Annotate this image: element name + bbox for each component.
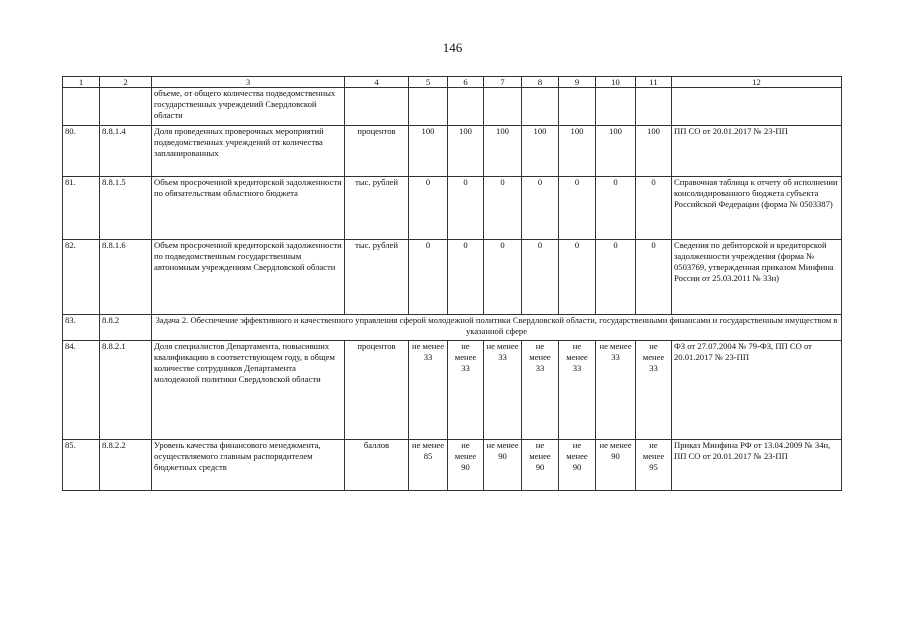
value-cell: 0 bbox=[596, 177, 636, 240]
task-heading: Задача 2. Обеспечение эффективного и качественного управления сферой молодежной политики Свердловской области, государственными финансами и государственным имуществом в указанной сфере bbox=[152, 315, 842, 341]
value-cell: 100 bbox=[559, 126, 596, 177]
value-cell: 0 bbox=[522, 240, 559, 315]
value-cell: не менее 90 bbox=[559, 440, 596, 491]
value-cell: не менее 33 bbox=[448, 341, 484, 440]
unit-cell: тыс. рублей bbox=[345, 240, 409, 315]
value-cell: не менее 85 bbox=[409, 440, 448, 491]
value-cell: не менее 33 bbox=[596, 341, 636, 440]
indicator-cell: Объем просроченной кредиторской задолженности по обязательствам областного бюджета bbox=[152, 177, 345, 240]
value-cell: 100 bbox=[484, 126, 522, 177]
unit-cell: тыс. рублей bbox=[345, 177, 409, 240]
value-cell: 100 bbox=[409, 126, 448, 177]
source-cell: Справочная таблица к отчету об исполнении консолидированного бюджета субъекта Российской Федерации (форма № 0503387) bbox=[672, 177, 842, 240]
value-cell: 0 bbox=[448, 240, 484, 315]
value-cell: 0 bbox=[522, 177, 559, 240]
indicator-cell: объеме, от общего количества подведомственных государственных учреждений Свердловской области bbox=[152, 88, 345, 126]
column-number: 3 bbox=[152, 77, 345, 88]
row-code: 8.8.1.5 bbox=[100, 177, 152, 240]
column-number: 7 bbox=[484, 77, 522, 88]
column-number-row bbox=[63, 77, 842, 88]
value-cell: не менее 33 bbox=[409, 341, 448, 440]
value-cell: 0 bbox=[448, 177, 484, 240]
value-cell: не менее 33 bbox=[636, 341, 672, 440]
value-cell: 100 bbox=[596, 126, 636, 177]
column-number: 2 bbox=[100, 77, 152, 88]
value-cell: не менее 33 bbox=[484, 341, 522, 440]
row-number: 85. bbox=[63, 440, 100, 491]
column-number: 6 bbox=[448, 77, 484, 88]
source-cell: Сведения по дебиторской и кредиторской задолженности учреждения (форма № 0503769, утвержденная приказом Минфина России от 25.03.2011 № 33н) bbox=[672, 240, 842, 315]
value-cell: 100 bbox=[448, 126, 484, 177]
value-cell: не менее 90 bbox=[596, 440, 636, 491]
row-code: 8.8.1.4 bbox=[100, 126, 152, 177]
value-cell: 0 bbox=[636, 240, 672, 315]
value-cell: 0 bbox=[596, 240, 636, 315]
value-cell: 100 bbox=[636, 126, 672, 177]
row-number: 80. bbox=[63, 126, 100, 177]
table-row-continuation bbox=[63, 88, 842, 126]
value-cell: не менее 90 bbox=[522, 440, 559, 491]
table-row bbox=[63, 341, 842, 440]
column-number: 10 bbox=[596, 77, 636, 88]
column-number: 8 bbox=[522, 77, 559, 88]
source-cell: ФЗ от 27.07.2004 № 79-ФЗ, ПП СО от 20.01.2017 № 23-ПП bbox=[672, 341, 842, 440]
unit-cell: процентов bbox=[345, 126, 409, 177]
value-cell: 0 bbox=[636, 177, 672, 240]
value-cell: не менее 95 bbox=[636, 440, 672, 491]
row-code: 8.8.2.1 bbox=[100, 341, 152, 440]
source-cell: ПП СО от 20.01.2017 № 23-ПП bbox=[672, 126, 842, 177]
page-number: 146 bbox=[442, 40, 463, 55]
value-cell: 0 bbox=[559, 177, 596, 240]
column-number: 1 bbox=[63, 77, 100, 88]
column-number: 5 bbox=[409, 77, 448, 88]
row-code: 8.8.1.6 bbox=[100, 240, 152, 315]
table-row-task bbox=[63, 315, 842, 341]
indicator-cell: Уровень качества финансового менеджмента, осуществляемого главным распорядителем бюджетных средств bbox=[152, 440, 345, 491]
row-number: 82. bbox=[63, 240, 100, 315]
row-code: 8.8.2 bbox=[100, 315, 152, 341]
value-cell: 0 bbox=[409, 177, 448, 240]
value-cell: 100 bbox=[522, 126, 559, 177]
table-row bbox=[63, 240, 842, 315]
indicator-cell: Доля проведенных проверочных мероприятий подведомственных учреждений от количества запланированных bbox=[152, 126, 345, 177]
value-cell: 0 bbox=[409, 240, 448, 315]
row-number: 83. bbox=[63, 315, 100, 341]
value-cell: не менее 33 bbox=[522, 341, 559, 440]
indicator-cell: Доля специалистов Департамента, повысивших квалификацию в соответствующем году, в общем количестве сотрудников Департамента молодежной политики Свердловской области bbox=[152, 341, 345, 440]
unit-cell: процентов bbox=[345, 341, 409, 440]
value-cell: 0 bbox=[484, 240, 522, 315]
table-row bbox=[63, 440, 842, 491]
column-number: 4 bbox=[345, 77, 409, 88]
value-cell: 0 bbox=[484, 177, 522, 240]
column-number: 11 bbox=[636, 77, 672, 88]
row-code: 8.8.2.2 bbox=[100, 440, 152, 491]
table-row bbox=[63, 177, 842, 240]
value-cell: не менее 90 bbox=[448, 440, 484, 491]
column-number: 12 bbox=[672, 77, 842, 88]
source-cell: Приказ Минфина РФ от 13.04.2009 № 34н, ПП СО от 20.01.2017 № 23-ПП bbox=[672, 440, 842, 491]
indicator-cell: Объем просроченной кредиторской задолженности по подведомственным государственным автономным учреждениям Свердловской области bbox=[152, 240, 345, 315]
column-number: 9 bbox=[559, 77, 596, 88]
unit-cell: баллов bbox=[345, 440, 409, 491]
indicators-table bbox=[62, 76, 842, 491]
row-number: 84. bbox=[63, 341, 100, 440]
value-cell: не менее 90 bbox=[484, 440, 522, 491]
value-cell: 0 bbox=[559, 240, 596, 315]
row-number: 81. bbox=[63, 177, 100, 240]
table-row bbox=[63, 126, 842, 177]
value-cell: не менее 33 bbox=[559, 341, 596, 440]
